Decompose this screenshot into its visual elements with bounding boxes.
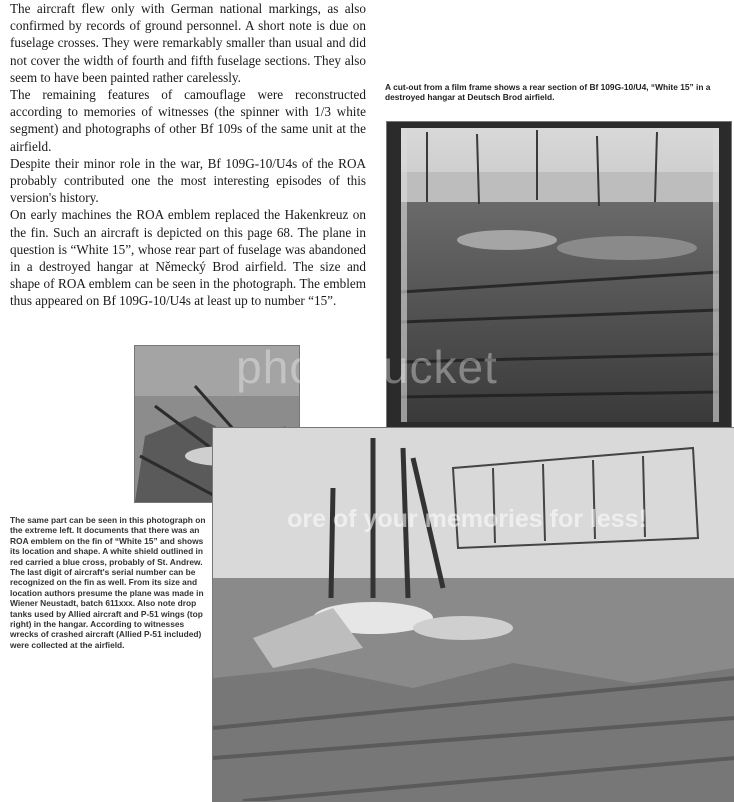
watermark: photobucket bbox=[236, 341, 498, 393]
body-paragraph: The aircraft flew only with German national markings, as also confirmed by records of ground personnel. A short note is due on fuselage crosses. They were remarkably smaller than usual and did not cover the width of fourth and fifth fuselage sections. They also seem to have been painted rather carelessly. bbox=[10, 1, 366, 85]
body-paragraph: The remaining features of camouflage were reconstructed according to memories of witnesses (the spinner with 1/3 white segment) and photographs of other Bf 109s of the same unit at the airfield. bbox=[10, 87, 366, 154]
watermark-tagline: ore of your memories for less! bbox=[287, 505, 647, 533]
body-paragraph: Despite their minor role in the war, Bf 109G-10/U4s of the ROA probably contributed one the most interesting episodes of this version's history. bbox=[10, 155, 366, 206]
article-body bbox=[10, 0, 366, 310]
film-frame-photo bbox=[386, 121, 732, 429]
hangar-photo bbox=[212, 427, 734, 802]
hangar-photo-caption: The same part can be seen in this photograph on the extreme left. It documents that there was an ROA emblem on the fin of “White 15” and shows its location and shape. A white shield outlined in red carried a blue cross, probably of St. Andrew. The last digit of aircraft's serial number can be recognized on the fin as well. From its size and location authors presume the plane was made in Wiener Neustadt, batch 611xxx. Also note drop tanks used by Allied aircraft and P-51 wings (top right) in the hangar. According to witnesses wrecks of crashed aircraft (Allied P-51 included) were collected at the airfield. bbox=[10, 515, 206, 650]
body-paragraph: On early machines the ROA emblem replaced the Hakenkreuz on the fin. Such an aircraft is depicted on this page 68. The plane in question is “White 15”, whose rear part of fuselage was abandoned in a destroyed hangar at Německý Brod airfield. The size and shape of ROA emblem can be seen in the photograph. The emblem thus appeared on Bf 109G-10/U4s at least up to number “15”. bbox=[10, 207, 366, 309]
film-frame-caption: A cut-out from a film frame shows a rear section of Bf 109G-10/U4, “White 15” in a destroyed hangar at Deutsch Brod airfield. bbox=[385, 82, 711, 103]
